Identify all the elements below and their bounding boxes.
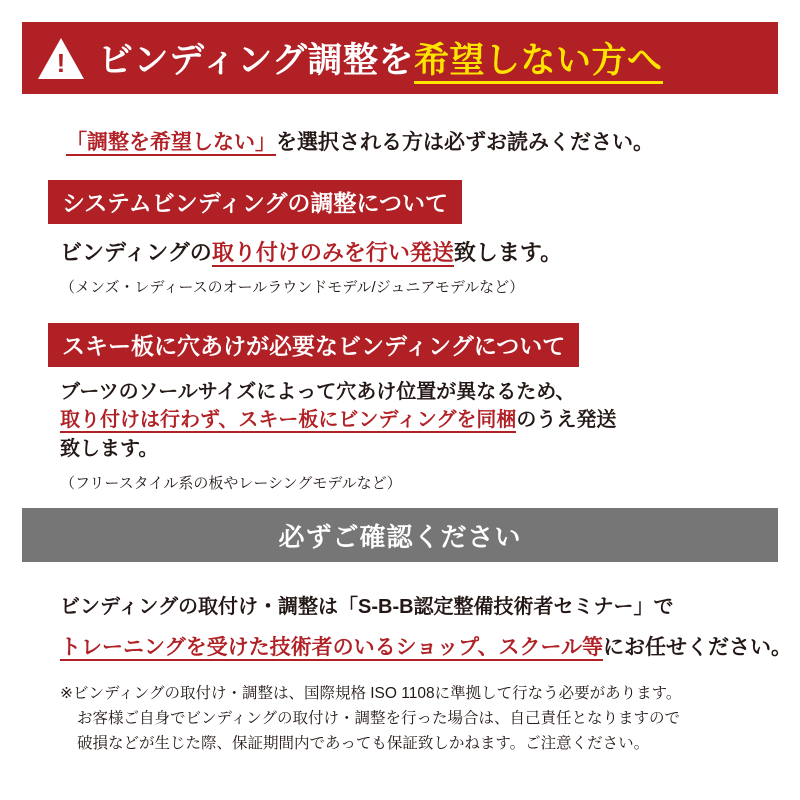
lead-text-rest: を選択される方は必ずお読みください。 — [276, 131, 654, 154]
section1-paragraph-post: 致します。 — [453, 240, 563, 265]
section2-line1: ブーツのソールサイズによって穴あけ位置が異なるため、 — [60, 381, 576, 403]
section1-note: （メンズ・レディースのオールラウンドモデル/ジュニアモデルなど） — [60, 279, 525, 296]
lead-text — [66, 126, 752, 156]
lead-text-underlined: 「調整を希望しない」 — [66, 131, 276, 154]
confirm-banner — [22, 508, 778, 562]
section1-paragraph — [60, 236, 752, 267]
disclaimer-line2: お客様ご自身でビンディングの取付け・調整を行った場合は、自己責任となりますので — [77, 710, 680, 728]
warning-banner-title — [98, 33, 663, 83]
section1-heading: システムビンディングの調整について — [48, 180, 462, 224]
bottom-content — [22, 562, 793, 778]
warning-banner-title-highlight: 希望しない方へ — [414, 41, 663, 84]
section2-paragraph — [60, 378, 752, 463]
confirm-banner-title: 必ずご確認ください — [278, 521, 522, 552]
main-content — [22, 94, 778, 493]
section2-line2-underlined: 取り付けは行わず、スキー板にビンディングを同梱 — [60, 409, 517, 432]
section2-line3: 致します。 — [60, 437, 159, 460]
section2-heading: スキー板に穴あけが必要なビンディングについて — [48, 323, 579, 367]
warning-triangle-icon — [38, 38, 84, 79]
warning-banner-title-plain: ビンディング調整を — [98, 41, 415, 80]
bottom-line2-post: にお任せください。 — [603, 636, 793, 659]
disclaimer — [60, 681, 752, 756]
bottom-line2 — [60, 631, 793, 661]
section2-line2-post: のうえ発送 — [516, 409, 617, 432]
section1-paragraph-underlined: 取り付けのみを行い発送 — [211, 240, 454, 265]
bottom-line2-underlined: トレーニングを受けた技術者のいるショップ、スクール等 — [60, 636, 604, 659]
warning-banner — [22, 22, 778, 94]
disclaimer-line1: ※ビンディングの取付け・調整は、国際規格 ISO 1108に準拠して行なう必要があります。 — [60, 685, 682, 702]
section1-paragraph-pre: ビンディングの — [60, 240, 212, 265]
disclaimer-line3: 破損などが生じた際、保証期間内であっても保証致しかねます。ご注意ください。 — [77, 735, 650, 753]
section2-line2 — [60, 406, 752, 434]
bottom-line1: ビンディングの取付け・調整は「S-B-B認定整備技術者セミナー」で — [60, 596, 674, 618]
exclamation-mark: ! — [56, 47, 66, 78]
section2-note: （フリースタイル系の板やレーシングモデルなど） — [60, 475, 402, 493]
